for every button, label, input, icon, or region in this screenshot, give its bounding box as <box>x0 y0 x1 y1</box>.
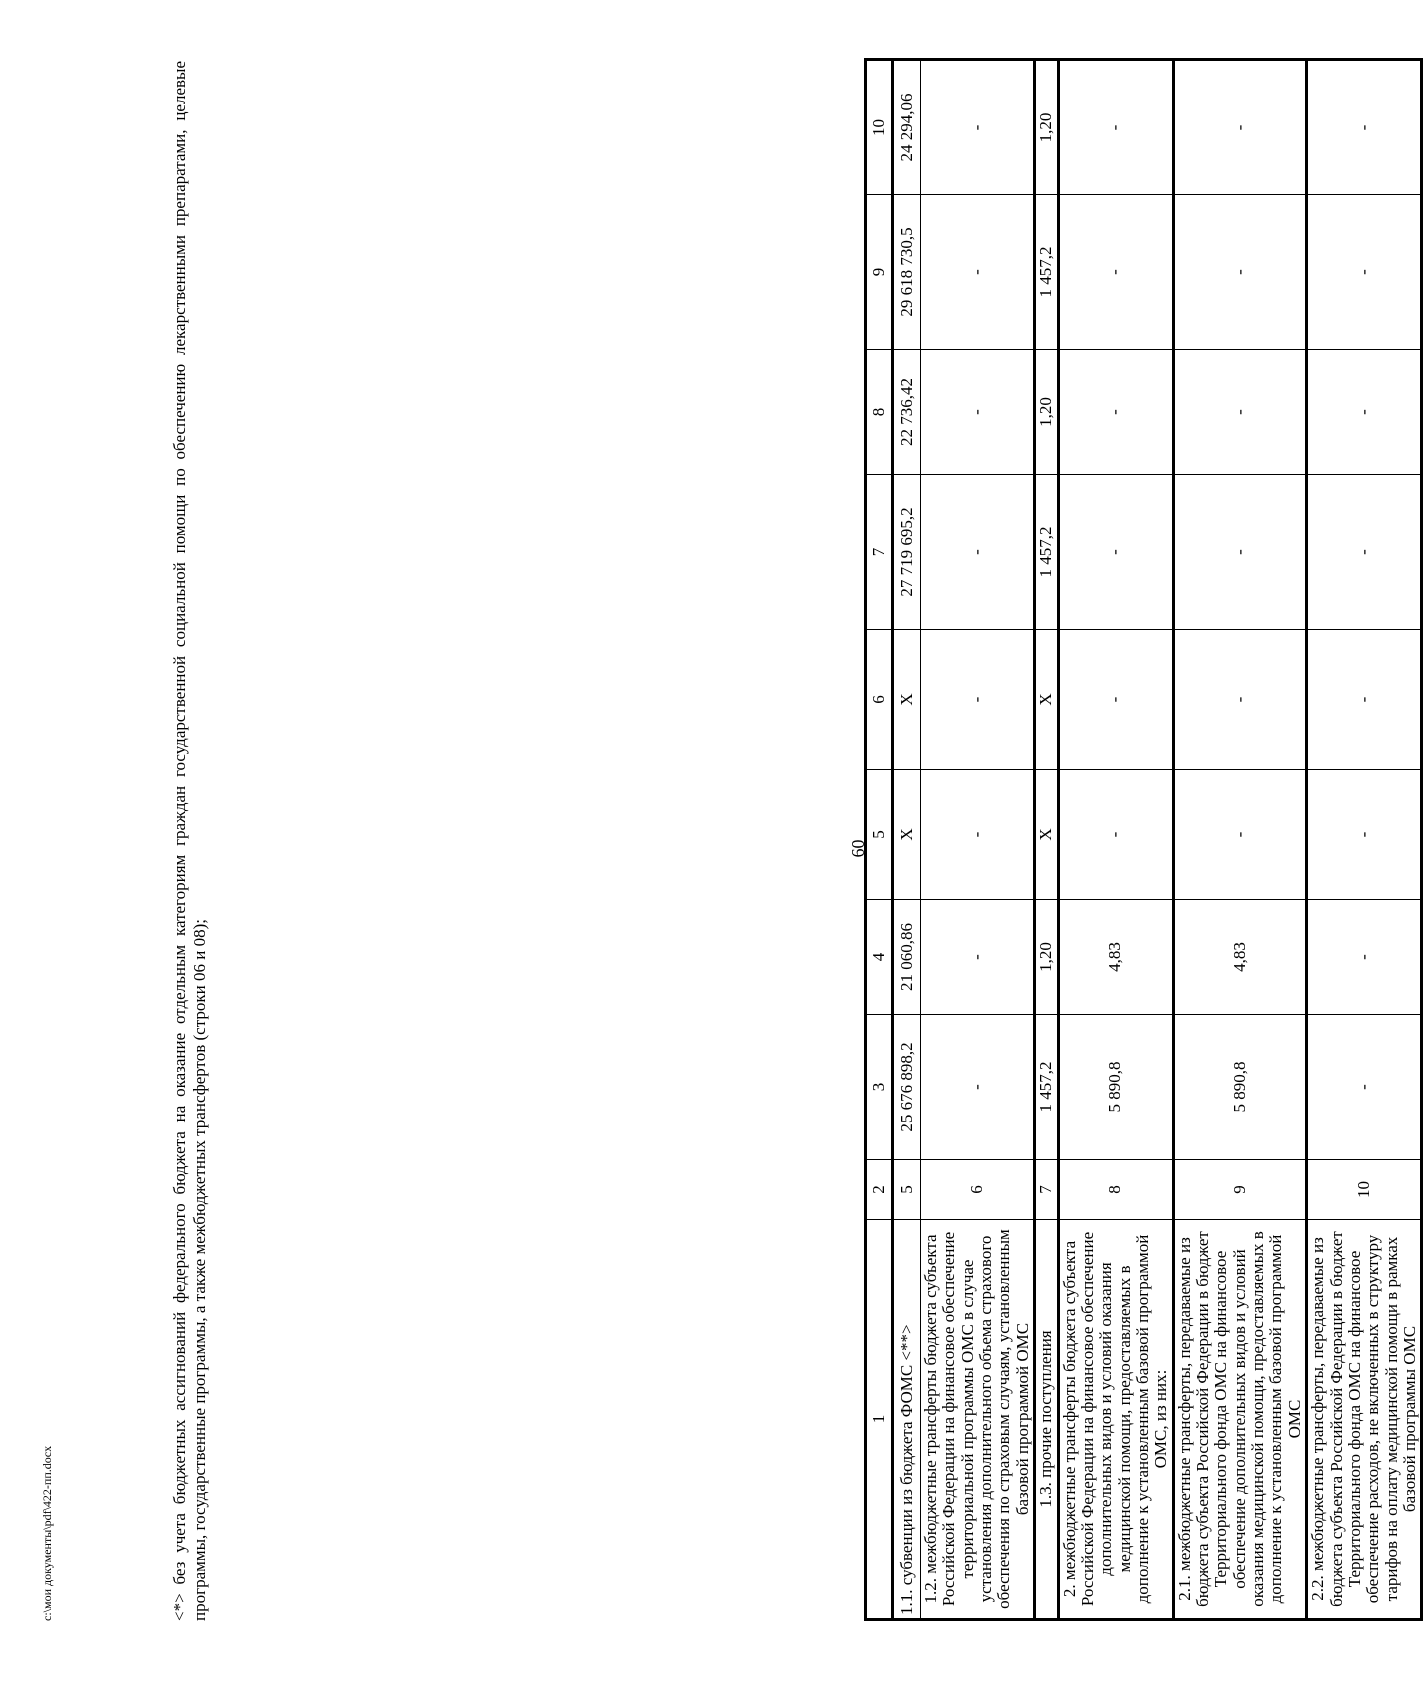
table-row <box>1173 60 1307 1620</box>
cell-value: 24 294,06 <box>893 60 921 195</box>
table-row <box>1058 60 1173 1620</box>
cell-value: - <box>1307 770 1422 900</box>
row-label: 1.2. межбюджетные трансферты бюджета субъекта Российской Федерации на финансовое обеспечение территориальной программы ОМС в случае установления дополнительного объема страхового обеспечения по страховым случаям, установленным базовой программой ОМС <box>921 1220 1035 1620</box>
row-code: 10 <box>1307 1160 1422 1220</box>
cell-value: - <box>921 60 1035 195</box>
col-header-2: 2 <box>866 1160 893 1220</box>
cell-value: - <box>1307 630 1422 770</box>
cell-value: - <box>1307 195 1422 350</box>
cell-value: - <box>1173 60 1307 195</box>
cell-value: 5 890,8 <box>1058 1015 1173 1160</box>
cell-value: - <box>1307 900 1422 1015</box>
table-row <box>1307 60 1422 1620</box>
cell-value: 21 060,86 <box>893 900 921 1015</box>
cell-value: - <box>1173 770 1307 900</box>
cell-value: 1,20 <box>1035 900 1058 1015</box>
cell-value: - <box>1307 60 1422 195</box>
row-label: 2. межбюджетные трансферты бюджета субъекта Российской Федерации на финансовое обеспечение дополнительных видов и условий оказания медицинской помощи, предоставляемых в дополнение к установленным базовой программой ОМС, из них: <box>1058 1220 1173 1620</box>
row-code: 8 <box>1058 1160 1173 1220</box>
cell-value: X <box>1035 770 1058 900</box>
data-table <box>864 58 1423 1621</box>
cell-value: - <box>921 770 1035 900</box>
row-label: 2.1. межбюджетные трансферты, передаваемые из бюджета субъекта Российской Федерации в бюджет Территориального фонда ОМС на финансовое обеспечение дополнительных видов и условий оказания медицинской помощи, предоставляемых в дополнение к установленным базовой программой ОМС <box>1173 1220 1307 1620</box>
cell-value: 1,20 <box>1035 60 1058 195</box>
cell-value: 4,83 <box>1173 900 1307 1015</box>
cell-value: - <box>1173 195 1307 350</box>
cell-value: - <box>1058 350 1173 475</box>
cell-value: 4,83 <box>1058 900 1173 1015</box>
cell-value: 1 457,2 <box>1035 475 1058 630</box>
row-code: 5 <box>893 1160 921 1220</box>
cell-value: - <box>921 195 1035 350</box>
cell-value: - <box>1173 350 1307 475</box>
cell-value: - <box>1173 630 1307 770</box>
cell-value: - <box>1058 195 1173 350</box>
file-path: c:\мои документы\pdf\422-пп.docx <box>40 1445 54 1621</box>
col-header-8: 8 <box>866 350 893 475</box>
cell-value: 1,20 <box>1035 350 1058 475</box>
page-number: 60 <box>848 839 868 858</box>
row-code: 6 <box>921 1160 1035 1220</box>
col-header-10: 10 <box>866 60 893 195</box>
footnote: <*> без учета бюджетных ассигнований федерального бюджета на оказание отдельным категориям граждан государственной социальной помощи по обеспечению лекарственными препаратами, целевые программы, государственные программы, а также межбюджетных трансфертов (строки 06 и 08); <box>170 61 210 1621</box>
cell-value: - <box>1058 770 1173 900</box>
cell-value: - <box>921 350 1035 475</box>
header-row <box>866 60 893 1620</box>
row-label: 1.3. прочие поступления <box>1035 1220 1058 1620</box>
col-header-5: 5 <box>866 770 893 900</box>
cell-value: - <box>1307 350 1422 475</box>
cell-value: X <box>1035 630 1058 770</box>
col-header-7: 7 <box>866 475 893 630</box>
row-label: 1.1. субвенции из бюджета ФОМС <**> <box>893 1220 921 1620</box>
cell-value: - <box>921 475 1035 630</box>
cell-value: - <box>1307 1015 1422 1160</box>
cell-value: X <box>893 630 921 770</box>
row-code: 7 <box>1035 1160 1058 1220</box>
col-header-1: 1 <box>866 1220 893 1620</box>
cell-value: 27 719 695,2 <box>893 475 921 630</box>
cell-value: - <box>1307 475 1422 630</box>
cell-value: 22 736,42 <box>893 350 921 475</box>
cell-value: 1 457,2 <box>1035 195 1058 350</box>
table-row <box>893 60 921 1620</box>
cell-value: - <box>921 630 1035 770</box>
cell-value: - <box>921 1015 1035 1160</box>
cell-value: 29 618 730,5 <box>893 195 921 350</box>
cell-value: - <box>1173 475 1307 630</box>
cell-value: X <box>893 770 921 900</box>
table-row <box>1035 60 1058 1620</box>
col-header-4: 4 <box>866 900 893 1015</box>
cell-value: 25 676 898,2 <box>893 1015 921 1160</box>
col-header-3: 3 <box>866 1015 893 1160</box>
cell-value: - <box>1058 475 1173 630</box>
cell-value: - <box>1058 60 1173 195</box>
cell-value: - <box>921 900 1035 1015</box>
col-header-6: 6 <box>866 630 893 770</box>
table-row <box>921 60 1035 1620</box>
cell-value: - <box>1058 630 1173 770</box>
cell-value: 1 457,2 <box>1035 1015 1058 1160</box>
cell-value: 5 890,8 <box>1173 1015 1307 1160</box>
row-label: 2.2. межбюджетные трансферты, передаваемые из бюджета субъекта Российской Федерации в бюджет Территориального фонда ОМС на финансовое обеспечение расходов, не включенных в структуру тарифов на оплату медицинской помощи в рамках базовой программы ОМС <box>1307 1220 1422 1620</box>
row-code: 9 <box>1173 1160 1307 1220</box>
col-header-9: 9 <box>866 195 893 350</box>
